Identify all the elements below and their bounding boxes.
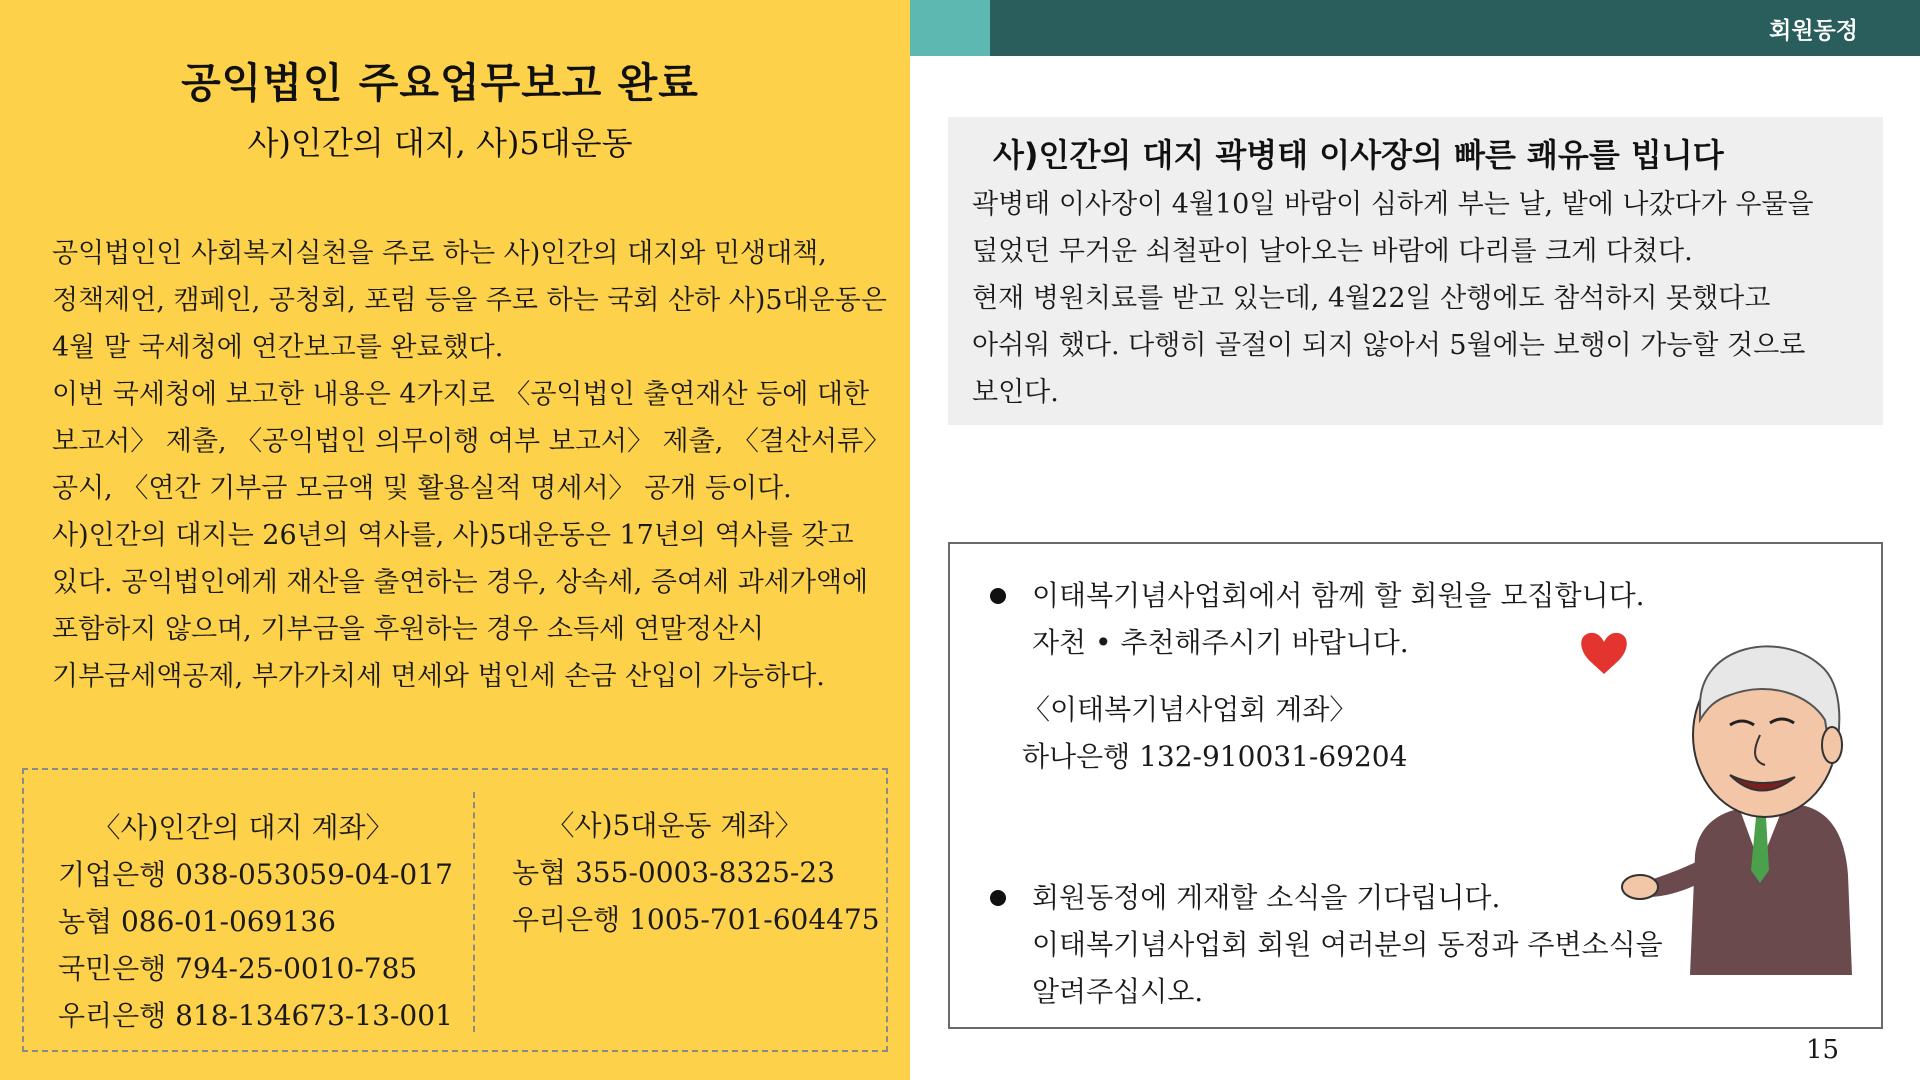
account-title: 〈사)인간의 대지 계좌〉 — [92, 811, 394, 844]
heart-icon — [1581, 633, 1627, 674]
account-line: 농협 086-01-069136 — [58, 905, 336, 938]
account-line: 국민은행 794-25-0010-785 — [58, 952, 418, 985]
article-body: 공익법인인 사회복지실천을 주로 하는 사)인간의 대지와 민생대책, 정책제언, 캠페인, 공청회, 포럼 등을 주로 하는 국회 산하 사)5대운동은 4월 말 국세청에 연간보고를 완료했다. 이번 국세청에 보고한 내용은 4가지로 〈공익법인 출연재산 등에 대한 보고서〉 제출, 〈공익법인 의무이행 여부 보고서〉 제출, 〈결산서류〉 공시, 〈연간 기부금 모금액 및 활용실적 명세서〉 공개 등이다. 사)인간의 대지는 26년의 역사를, 사)5대운동은 17년의 역사를 갖고 있다. 공익법인에게 재산을 출연하는 경우, 상속세, 증여세 과세가액에 포함하지 않으며, 기부금을 후원하는 경우 소득세 연말정산시 기부금세액공제, 부가가치세 면세와 법인세 손금 산입이 가능하다. — [52, 238, 891, 692]
account-line: 기업은행 038-053059-04-017 — [58, 858, 453, 891]
account-line: 우리은행 818-134673-13-001 — [58, 999, 453, 1032]
page-number: 15 — [1806, 1035, 1840, 1065]
account-line: 우리은행 1005-701-604475 — [512, 903, 880, 936]
account-title: 〈사)5대운동 계좌〉 — [546, 809, 803, 842]
recruit-notice: 이태복기념사업회에서 함께 할 회원을 모집합니다. 자천 • 추천해주시기 바랍니다. — [1032, 579, 1645, 659]
bullet-icon — [990, 588, 1006, 604]
account-list-human-land — [58, 804, 458, 1039]
account-divider — [473, 792, 475, 1032]
header-bar — [990, 0, 1920, 56]
news-body: 곽병태 이사장이 4월10일 바람이 심하게 부는 날, 밭에 나갔다가 우물을 덮었던 무거운 쇠철판이 날아오는 바람에 다리를 크게 다쳤다. 현재 병원치료를 받고 있는데, 4월22일 산행에도 참석하지 못했다고 아쉬워 했다. 다행히 골절이 되지 않아서 5월에는 보행이 가능할 것으로 보인다. — [972, 189, 1814, 408]
news-title: 사)인간의 대지 곽병태 이사장의 빠른 쾌유를 빕니다 — [993, 136, 1724, 174]
account-line: 농협 355-0003-8325-23 — [512, 856, 835, 889]
header-accent-block — [910, 0, 990, 56]
section-label: 회원동정 — [1769, 18, 1858, 44]
caricature-illustration — [1570, 625, 1860, 975]
bullet-icon — [990, 890, 1006, 906]
page-subtitle: 사)인간의 대지, 사)5대운동 — [247, 124, 633, 162]
page-title: 공익법인 주요업무보고 완료 — [181, 59, 699, 107]
account-list-five-movements — [512, 802, 882, 943]
news-request-notice: 회원동정에 게재할 소식을 기다립니다. 이태복기념사업회 회원 여러분의 동정과 주변소식을 알려주십시오. — [1032, 881, 1663, 1008]
memorial-account: 〈이태복기념사업회 계좌〉 하나은행 132-910031-69204 — [1022, 693, 1408, 773]
